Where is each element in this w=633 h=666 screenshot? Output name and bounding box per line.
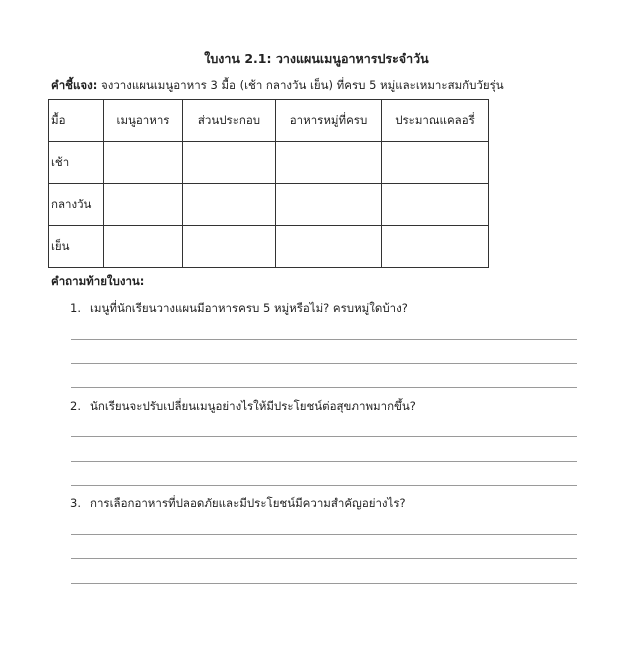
table-cell[interactable] [183,184,276,226]
table-header-row [49,100,489,142]
answer-line[interactable] [71,387,577,388]
table-cell[interactable] [382,226,489,268]
row-label-lunch: กลางวัน [49,184,104,226]
meal-plan-table [48,99,489,268]
answer-line[interactable] [71,485,577,486]
table-cell[interactable] [276,142,382,184]
question-number: 2. [70,399,81,413]
table-row [49,184,489,226]
table-cell[interactable] [276,184,382,226]
table-cell[interactable] [104,184,183,226]
questions-heading: คำถามท้ายใบงาน: [51,274,145,288]
table-cell[interactable] [382,142,489,184]
question-text: การเลือกอาหารที่ปลอดภัยและมีประโยชน์มีความสำคัญอย่างไร? [90,496,406,510]
answer-line[interactable] [71,339,577,340]
answer-line[interactable] [71,461,577,462]
table-cell[interactable] [104,226,183,268]
header-menu: เมนูอาหาร [104,100,183,142]
answer-line[interactable] [71,436,577,437]
answer-line[interactable] [71,558,577,559]
question-text: นักเรียนจะปรับเปลี่ยนเมนูอย่างไรให้มีประโยชน์ต่อสุขภาพมากขึ้น? [90,399,416,413]
table-cell[interactable] [183,226,276,268]
header-food-groups: อาหารหมู่ที่ครบ [276,100,382,142]
answer-line[interactable] [71,363,577,364]
question-2 [70,398,416,416]
worksheet-title: ใบงาน 2.1: วางแผนเมนูอาหารประจำวัน [204,51,429,66]
instruction-text: จงวางแผนเมนูอาหาร 3 มื้อ (เช้า กลางวัน เย็น) ที่ครบ 5 หมู่และเหมาะสมกับวัยรุ่น [97,78,504,92]
table-row [49,142,489,184]
row-label-dinner: เย็น [49,226,104,268]
table-cell[interactable] [276,226,382,268]
question-1 [70,300,408,318]
row-label-breakfast: เช้า [49,142,104,184]
answer-line[interactable] [71,583,577,584]
question-number: 1. [70,301,81,315]
header-ingredients: ส่วนประกอบ [183,100,276,142]
table-cell[interactable] [183,142,276,184]
question-text: เมนูที่นักเรียนวางแผนมีอาหารครบ 5 หมู่หรือไม่? ครบหมู่ใดบ้าง? [90,301,408,315]
table-cell[interactable] [104,142,183,184]
table-cell[interactable] [382,184,489,226]
table-row [49,226,489,268]
header-calories: ประมาณแคลอรี่ [382,100,489,142]
instruction-label: คำชี้แจง: [51,78,98,92]
question-3 [70,495,406,513]
header-meal: มื้อ [49,100,104,142]
answer-line[interactable] [71,534,577,535]
instruction [51,77,504,95]
question-number: 3. [70,496,81,510]
